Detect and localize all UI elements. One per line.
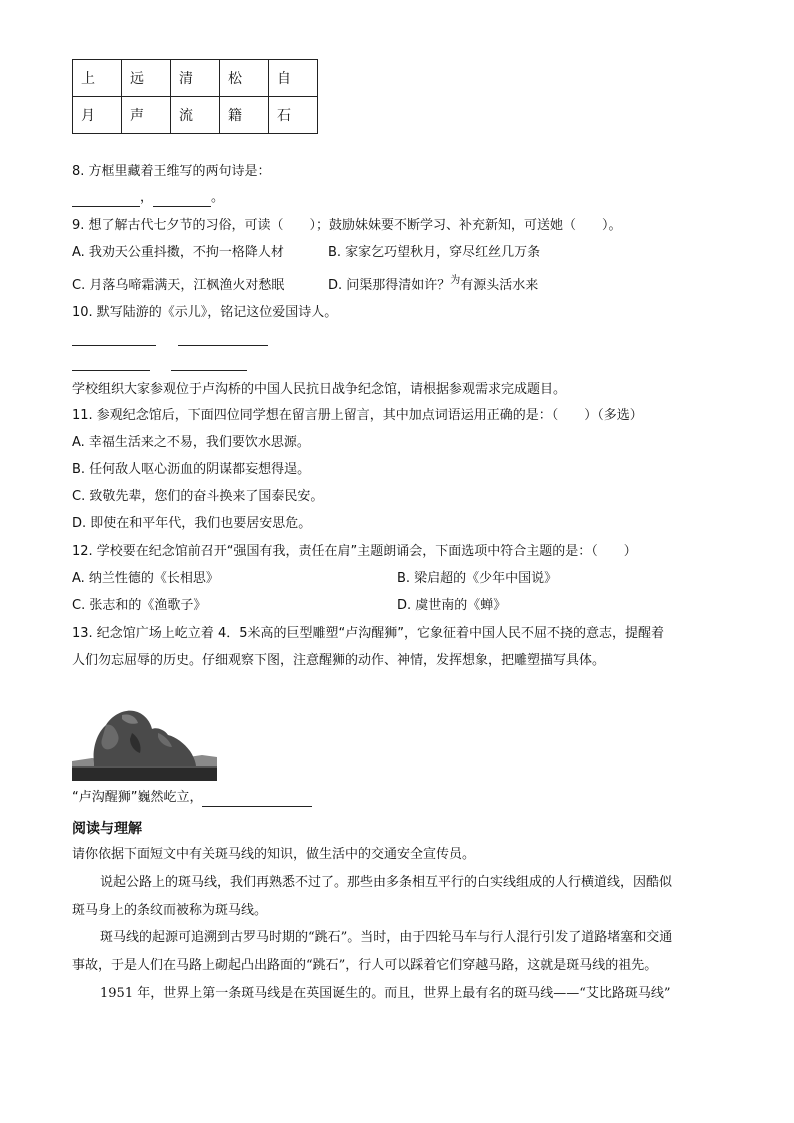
question-9: 9. 想了解古代七夕节的习俗，可读（ ）；鼓励妹妹要不断学习、补充新知，可送她（ ）。 — [72, 218, 622, 233]
paragraph-1-line-2: 斑马身上的条纹而被称为斑马线。 — [72, 903, 268, 918]
option-b[interactable]: B. 家家乞巧望秋月，穿尽红丝几万条 — [328, 245, 541, 260]
section-intro: 学校组织大家参观位于卢沟桥的中国人民抗日战争纪念馆，请根据参观需求完成题目。 — [72, 382, 567, 397]
grid-cell: 上 — [73, 60, 122, 97]
option-d[interactable]: D. 即使在和平年代，我们也要居安思危。 — [72, 516, 312, 531]
question-13-line-1: 13. 纪念馆广场上屹立着 4．5米高的巨型雕塑“卢沟醒狮”，它象征着中国人民不屈不挠的意志，提醒着 — [72, 626, 664, 641]
paragraph-2-line-1: 斑马线的起源可追溯到古罗马时期的“跳石”。当时，由于四轮马车与行人混行引发了道路堵塞和交通 — [100, 930, 673, 945]
option-a[interactable]: A. 我劝天公重抖擞，不拘一格降人材 — [72, 245, 284, 260]
grid-cell: 远 — [122, 60, 171, 97]
option-b[interactable]: B. 梁启超的《少年中国说》 — [397, 571, 558, 586]
option-d[interactable]: D. 虞世南的《蝉》 — [397, 598, 507, 613]
paragraph-1-line-1: 说起公路上的斑马线，我们再熟悉不过了。那些由多条相互平行的白实线组成的人行横道线，因酷似 — [100, 875, 673, 890]
answer-blank[interactable] — [202, 792, 312, 807]
question-8: 8. 方框里藏着王维写的两句诗是： — [72, 164, 271, 179]
option-c[interactable]: C. 张志和的《渔歌子》 — [72, 598, 207, 613]
caption-text: “卢沟醒狮”巍然屹立， — [72, 790, 203, 805]
grid-cell: 月 — [73, 97, 122, 134]
section-heading: 阅读与理解 — [72, 821, 142, 837]
lion-sculpture-image — [72, 703, 217, 781]
question-10: 10. 默写陆游的《示儿》，铭记这位爱国诗人。 — [72, 305, 338, 320]
paragraph-2-line-2: 事故，于是人们在马路上砌起凸出路面的“跳石”，行人可以踩着它们穿越马路，这就是斑马线的祖先。 — [72, 958, 658, 973]
option-d-text: D. 问渠那得清如许？ — [328, 278, 451, 293]
lion-sculpture-photo — [72, 703, 217, 781]
question-13-line-2: 人们勿忘屈辱的历史。仔细观察下图，注意醒狮的动作、神情，发挥想象，把雕塑描写具体。 — [72, 653, 606, 668]
grid-row — [73, 60, 318, 97]
grid-cell: 石 — [269, 97, 318, 134]
grid-cell: 松 — [220, 60, 269, 97]
comma: ， — [140, 190, 154, 205]
photo-caption — [72, 789, 312, 807]
answer-blank[interactable] — [72, 192, 140, 207]
answer-blank[interactable] — [72, 345, 156, 346]
option-b[interactable]: B. 任何敌人呕心沥血的阴谋都妄想得逞。 — [72, 462, 311, 477]
answer-blank[interactable] — [72, 370, 150, 371]
paragraph-3-line-1: 1951 年，世界上第一条斑马线是在英国诞生的。而且，世界上最有名的斑马线——“艾比路斑马线” — [100, 986, 671, 1001]
option-c[interactable]: C. 致敬先辈，您们的奋斗换来了国泰民安。 — [72, 489, 324, 504]
grid-cell: 清 — [171, 60, 220, 97]
grid-cell: 流 — [171, 97, 220, 134]
question-11: 11. 参观纪念馆后，下面四位同学想在留言册上留言，其中加点词语运用正确的是：（ ）（多选） — [72, 408, 643, 423]
period: 。 — [211, 190, 225, 205]
option-a[interactable]: A. 纳兰性德的《长相思》 — [72, 571, 219, 586]
question-8-answer-line — [72, 189, 224, 207]
option-d-superscript: 为 — [450, 275, 461, 286]
option-c[interactable]: C. 月落乌啼霜满天，江枫渔火对愁眠 — [72, 278, 285, 293]
grid-cell: 籍 — [220, 97, 269, 134]
option-d[interactable] — [328, 277, 538, 296]
answer-blank[interactable] — [178, 345, 268, 346]
question-12: 12. 学校要在纪念馆前召开“强国有我，责任在肩”主题朗诵会，下面选项中符合主题的是：（ ） — [72, 544, 637, 559]
character-grid — [72, 59, 318, 134]
grid-row — [73, 97, 318, 134]
answer-blank[interactable] — [153, 192, 211, 207]
reading-instruction: 请你依据下面短文中有关斑马线的知识，做生活中的交通安全宣传员。 — [72, 847, 476, 862]
option-a[interactable]: A. 幸福生活来之不易，我们要饮水思源。 — [72, 435, 310, 450]
grid-cell: 自 — [269, 60, 318, 97]
grid-cell: 声 — [122, 97, 171, 134]
option-d-text-end: 有源头活水来 — [460, 278, 539, 293]
answer-blank[interactable] — [171, 370, 247, 371]
